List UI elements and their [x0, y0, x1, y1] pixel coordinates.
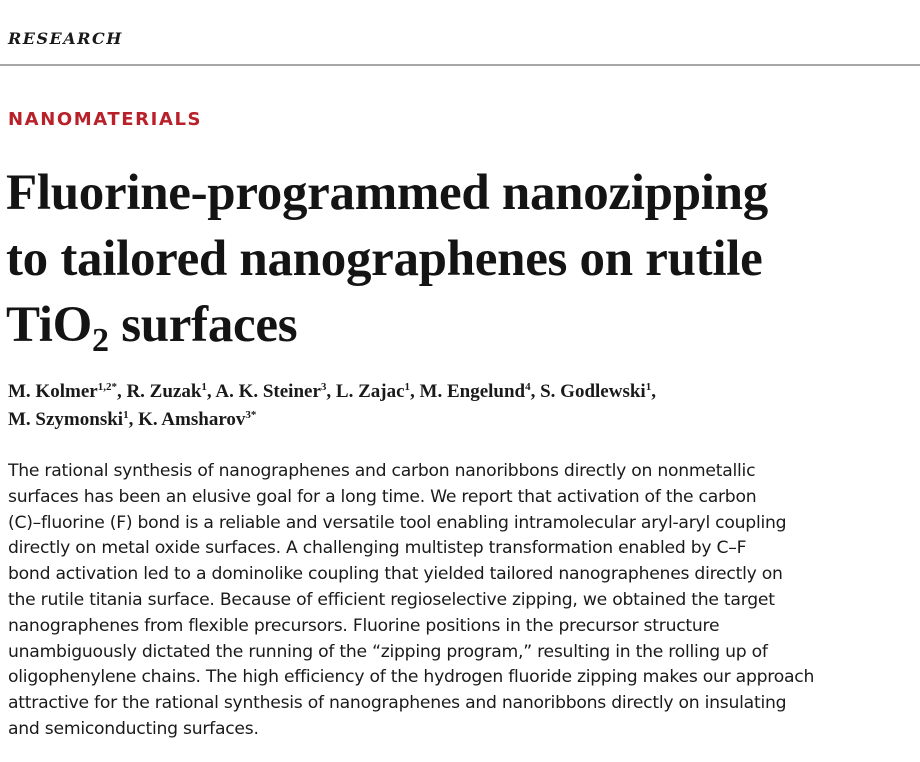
author-affiliation: 1	[123, 409, 129, 421]
abstract-line: the rutile titania surface. Because of efficient regioselective zipping, we obtained the target	[8, 589, 775, 610]
title-line-1: Fluorine-programmed nanozipping	[6, 165, 768, 221]
header-divider	[0, 64, 920, 66]
author	[540, 381, 656, 402]
author-affiliation: 4	[525, 381, 531, 393]
author	[8, 409, 138, 430]
abstract-line: oligophenylene chains. The high efficiency of the hydrogen fluoride zipping makes our approach	[8, 667, 815, 688]
abstract-line: attractive for the rational synthesis of nanographenes and nanoribbons directly on insulating	[8, 693, 787, 714]
title-line-3	[6, 297, 298, 359]
author-separator: ,	[326, 381, 336, 402]
author	[138, 409, 256, 430]
author-separator: ,	[530, 381, 541, 402]
abstract-line: surfaces has been an elusive goal for a long time. We report that activation of the carbon	[8, 486, 757, 507]
author	[8, 381, 126, 402]
author-name: M. Kolmer	[8, 381, 98, 402]
abstract-line: (C)–fluorine (F) bond is a reliable and versatile tool enabling intramolecular aryl-aryl coupling	[8, 512, 787, 533]
author-affiliation: 1,2*	[97, 381, 117, 393]
author-name: L. Zajac	[335, 381, 405, 402]
abstract-line: unambiguously dictated the running of the “zipping program,” resulting in the rolling up of	[8, 641, 768, 662]
author	[336, 381, 420, 402]
abstract-line: The rational synthesis of nanographenes and carbon nanoribbons directly on nonmetallic	[8, 461, 756, 481]
author-name: A. K. Steiner	[215, 381, 321, 402]
author-affiliation: 1	[201, 381, 207, 393]
author	[420, 381, 541, 402]
author	[215, 381, 336, 402]
title-formula: TiO	[6, 297, 93, 353]
category-label: NANOMATERIALS	[8, 109, 203, 130]
author-name: M. Engelund	[419, 381, 526, 402]
author-name: R. Zuzak	[126, 381, 202, 402]
abstract-line: bond activation led to a dominolike coupling that yielded tailored nanographenes directly on	[8, 564, 783, 585]
author-affiliation: 1	[404, 381, 411, 393]
author-affiliation: 3*	[245, 409, 257, 421]
abstract-line: and semiconducting surfaces.	[8, 718, 259, 739]
author-affiliation: 3	[320, 381, 327, 393]
author-separator: ,	[410, 381, 420, 402]
author-list	[8, 378, 913, 434]
author-separator: ,	[128, 409, 139, 430]
article-title	[6, 160, 916, 358]
author-separator: ,	[651, 381, 656, 402]
author-name: K. Amsharov	[138, 409, 246, 430]
title-line-3-rest: surfaces	[108, 297, 298, 353]
author-separator: ,	[206, 381, 216, 402]
title-line-2: to tailored nanographenes on rutile	[6, 231, 763, 287]
author-name: S. Godlewski	[540, 381, 646, 402]
author	[126, 381, 215, 402]
abstract-line: directly on metal oxide surfaces. A challenging multistep transformation enabled by C–F	[8, 538, 747, 559]
title-formula-subscript: 2	[92, 322, 109, 359]
author-affiliation: 1	[645, 381, 652, 393]
abstract	[8, 459, 920, 743]
author-separator: ,	[116, 381, 127, 402]
abstract-line: nanographenes from flexible precursors. Fluorine positions in the precursor structure	[8, 615, 720, 636]
author-name: M. Szymonski	[8, 409, 124, 430]
section-header: RESEARCH	[8, 29, 123, 48]
